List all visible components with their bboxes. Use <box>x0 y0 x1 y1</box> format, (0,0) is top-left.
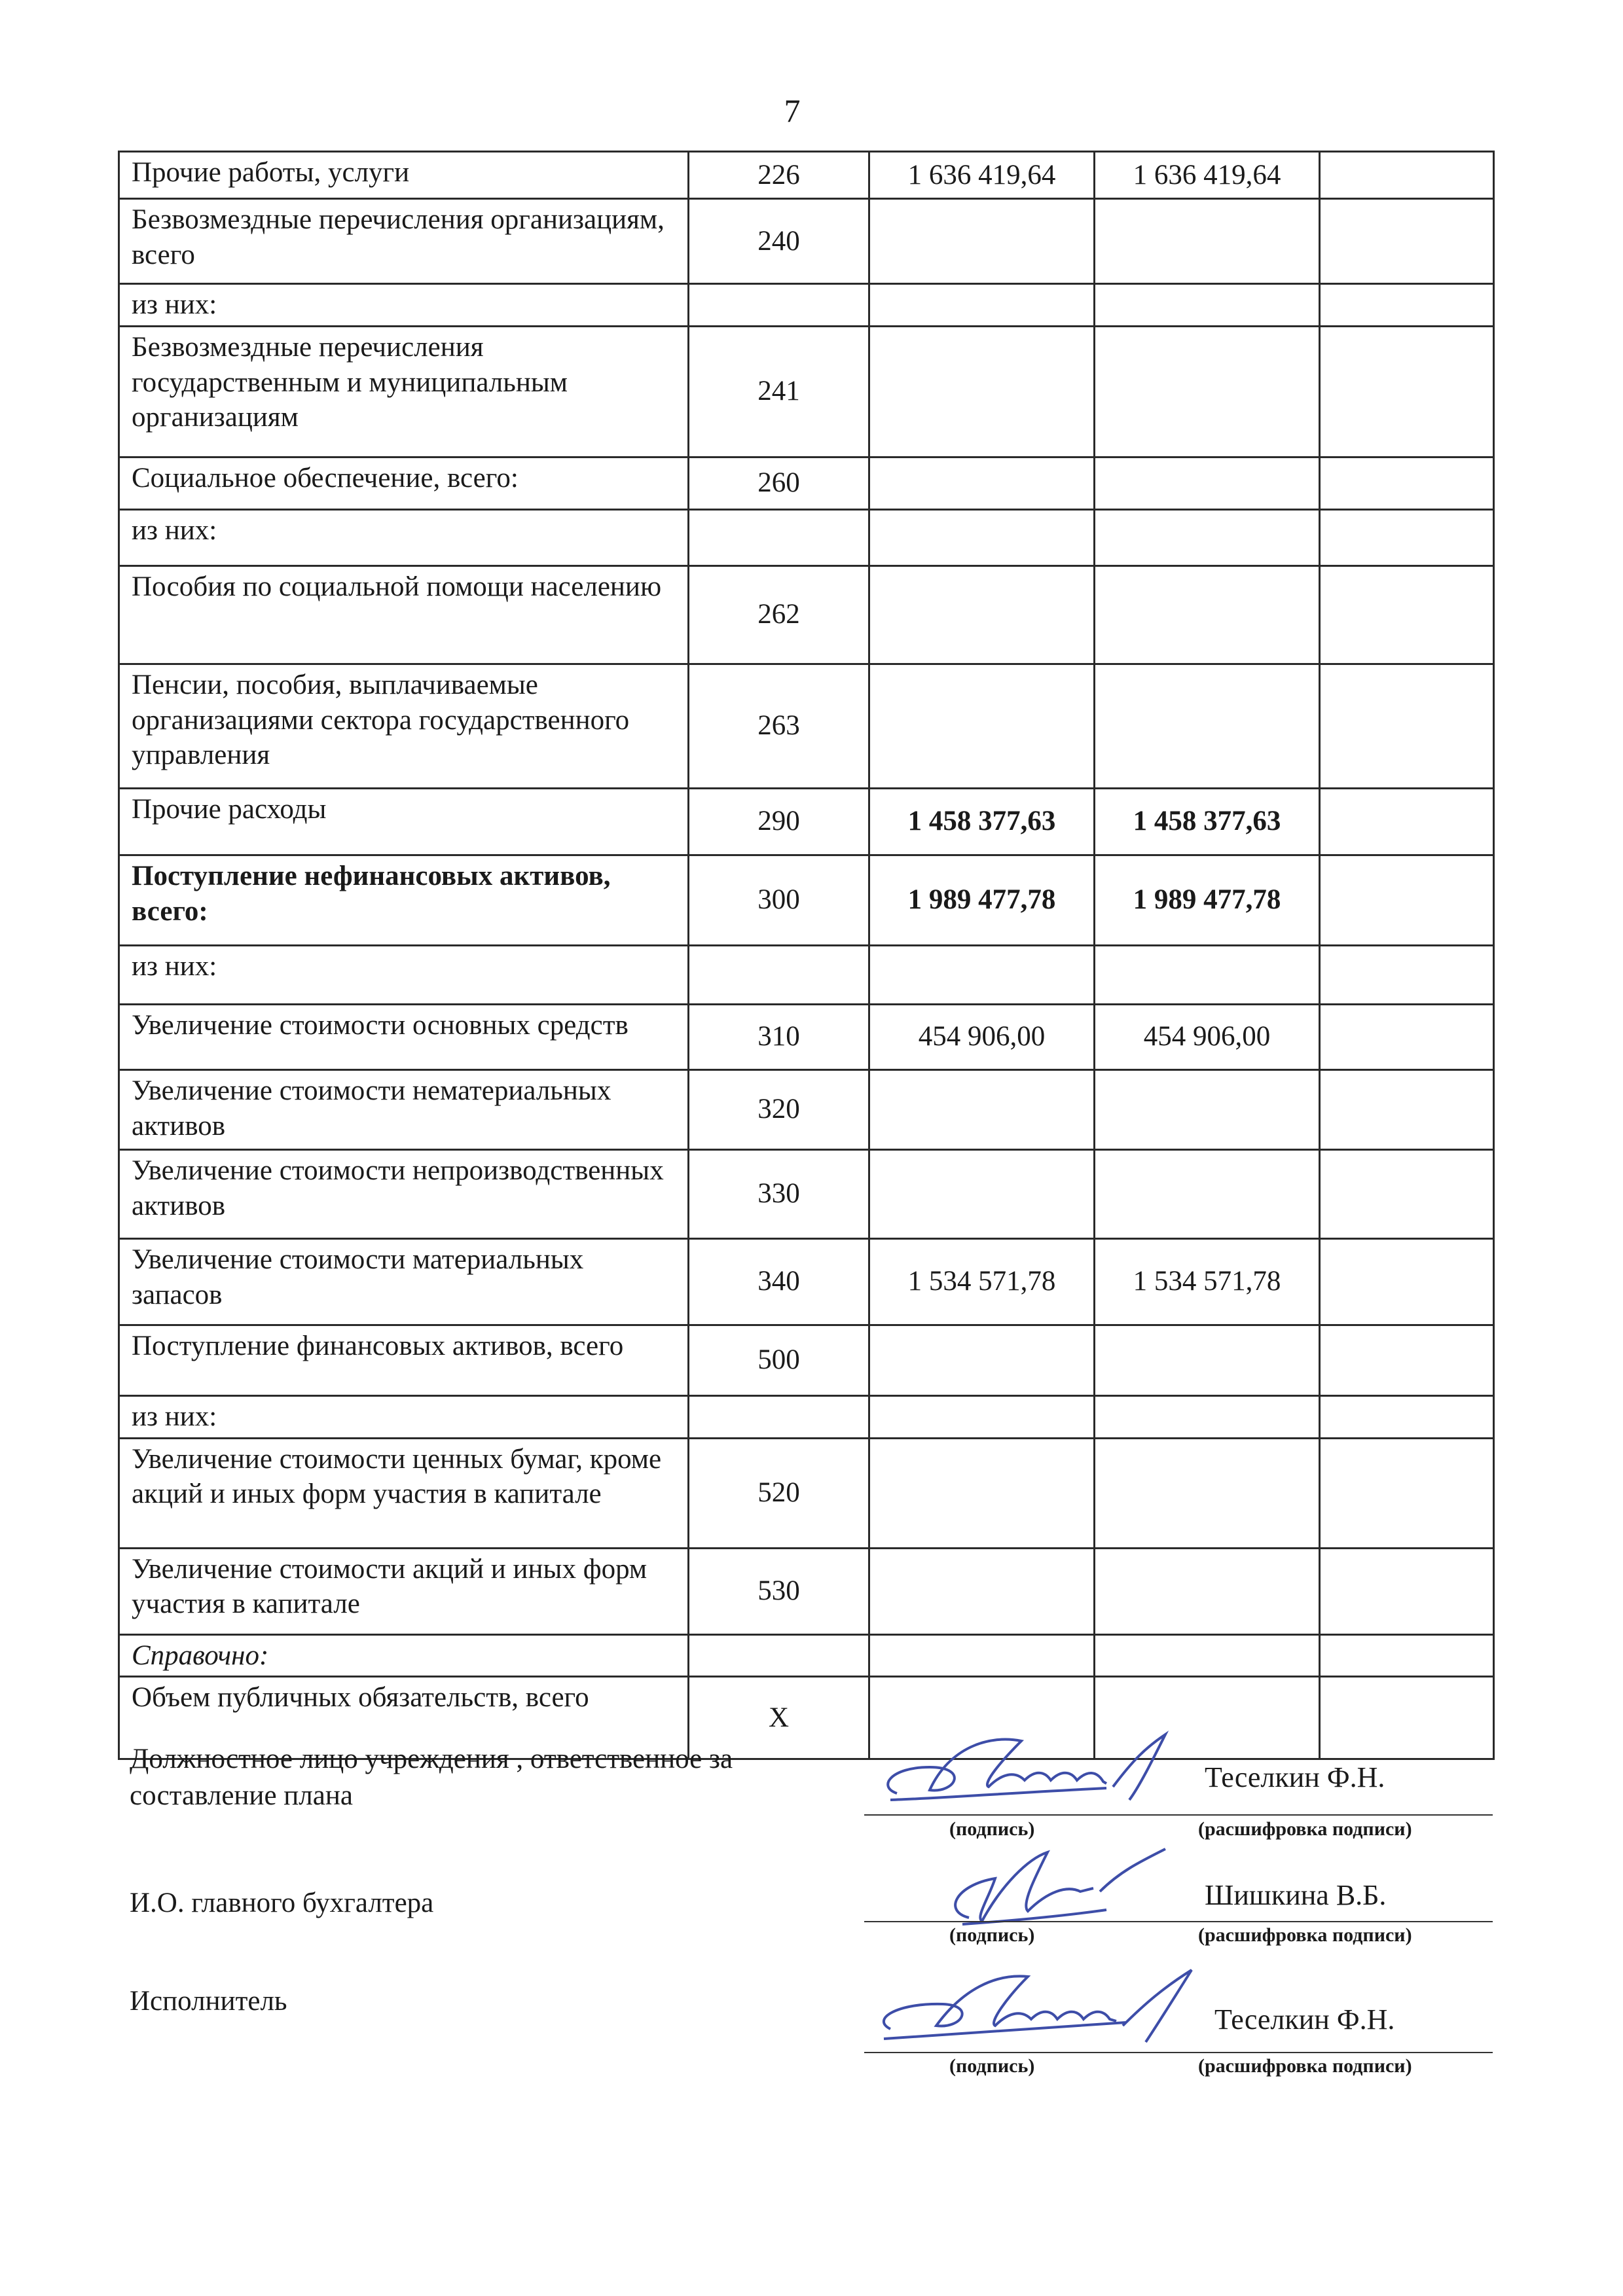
responsible-label: Должностное лицо учреждения , ответственное за составление плана <box>130 1744 733 1811</box>
row-value-plan <box>869 509 1095 565</box>
row-value-budget <box>1095 1634 1320 1677</box>
row-value-plan <box>869 1149 1095 1238</box>
row-value-plan <box>869 664 1095 788</box>
sign-caption: (подпись) <box>949 1924 1035 1946</box>
row-name: Увеличение стоимости материальных запасов <box>119 1238 689 1325</box>
row-name: из них: <box>119 945 689 1004</box>
row-value-plan: 1 534 571,78 <box>869 1238 1095 1325</box>
row-name: Поступление нефинансовых активов, всего: <box>119 855 689 945</box>
signature-line <box>864 1814 1493 1816</box>
row-value-plan: 454 906,00 <box>869 1004 1095 1069</box>
table-row <box>119 284 1494 327</box>
row-name: Безвозмездные перечисления организациям, всего <box>119 199 689 284</box>
row-code: 500 <box>689 1325 869 1395</box>
row-value-budget <box>1095 945 1320 1004</box>
row-code: 263 <box>689 664 869 788</box>
table-row <box>119 1004 1494 1069</box>
row-value-extra <box>1320 855 1494 945</box>
row-name: из них: <box>119 1395 689 1438</box>
row-code: 262 <box>689 565 869 664</box>
row-value-plan <box>869 945 1095 1004</box>
row-value-budget <box>1095 199 1320 284</box>
table-row <box>119 509 1494 565</box>
row-name: Пенсии, пособия, выплачиваемые организациями сектора государственного управления <box>119 664 689 788</box>
row-code: 330 <box>689 1149 869 1238</box>
table-row <box>119 945 1494 1004</box>
row-value-extra <box>1320 284 1494 327</box>
table-row <box>119 1069 1494 1149</box>
table-row <box>119 1438 1494 1548</box>
row-value-budget <box>1095 565 1320 664</box>
row-code: 310 <box>689 1004 869 1069</box>
row-value-extra <box>1320 1238 1494 1325</box>
row-value-plan <box>869 1395 1095 1438</box>
row-name: Пособия по социальной помощи населению <box>119 565 689 664</box>
handwritten-signature-icon <box>871 1721 1185 1820</box>
table-row <box>119 1149 1494 1238</box>
signature-line <box>864 1921 1493 1922</box>
row-name: Увеличение стоимости акций и иных форм участия в капитале <box>119 1548 689 1634</box>
table-row <box>119 1325 1494 1395</box>
row-value-budget <box>1095 1438 1320 1548</box>
row-value-plan <box>869 1548 1095 1634</box>
decode-caption: (расшифровка подписи) <box>1198 1818 1412 1840</box>
row-value-plan <box>869 1069 1095 1149</box>
row-name: Объем публичных обязательств, всего <box>119 1677 689 1759</box>
row-name: Безвозмездные перечисления государственным и муниципальным организациям <box>119 326 689 457</box>
row-code: X <box>689 1677 869 1759</box>
row-code: 241 <box>689 326 869 457</box>
row-name: Справочно: <box>119 1634 689 1677</box>
row-name: Увеличение стоимости ценных бумаг, кроме акций и иных форм участия в капитале <box>119 1438 689 1548</box>
row-name: Увеличение стоимости непроизводственных активов <box>119 1149 689 1238</box>
row-code: 340 <box>689 1238 869 1325</box>
row-value-budget: 1 458 377,63 <box>1095 788 1320 855</box>
row-value-extra <box>1320 1634 1494 1677</box>
row-name: Прочие работы, услуги <box>119 152 689 199</box>
row-value-budget <box>1095 509 1320 565</box>
row-name: Прочие расходы <box>119 788 689 855</box>
row-value-budget <box>1095 664 1320 788</box>
row-value-budget <box>1095 1395 1320 1438</box>
row-code: 260 <box>689 457 869 509</box>
table-row <box>119 1238 1494 1325</box>
row-name: Поступление финансовых активов, всего <box>119 1325 689 1395</box>
executor-name: Теселкин Ф.Н. <box>1214 2003 1395 2036</box>
row-code <box>689 945 869 1004</box>
row-value-extra <box>1320 1325 1494 1395</box>
row-code: 240 <box>689 199 869 284</box>
row-value-budget <box>1095 1548 1320 1634</box>
row-value-budget <box>1095 1149 1320 1238</box>
row-value-plan <box>869 457 1095 509</box>
table-row <box>119 1634 1494 1677</box>
row-code <box>689 509 869 565</box>
row-value-plan <box>869 565 1095 664</box>
row-value-extra <box>1320 326 1494 457</box>
row-code <box>689 1634 869 1677</box>
table-row <box>119 788 1494 855</box>
handwritten-signature-icon <box>871 1957 1211 2062</box>
row-name: Увеличение стоимости основных средств <box>119 1004 689 1069</box>
row-value-extra <box>1320 788 1494 855</box>
row-value-budget <box>1095 1325 1320 1395</box>
row-value-extra <box>1320 1149 1494 1238</box>
row-name: из них: <box>119 509 689 565</box>
row-value-budget <box>1095 326 1320 457</box>
row-name: Социальное обеспечение, всего: <box>119 457 689 509</box>
sign-caption: (подпись) <box>949 1818 1035 1840</box>
row-value-extra <box>1320 1548 1494 1634</box>
table-row <box>119 199 1494 284</box>
accountant-label: И.О. главного бухгалтера <box>130 1888 434 1918</box>
row-value-extra <box>1320 1677 1494 1759</box>
row-value-extra <box>1320 1438 1494 1548</box>
table-row <box>119 457 1494 509</box>
row-value-plan <box>869 1438 1095 1548</box>
row-value-plan <box>869 284 1095 327</box>
table-row <box>119 664 1494 788</box>
signature-line <box>864 2052 1493 2053</box>
executor-label: Исполнитель <box>130 1986 287 2017</box>
responsible-name: Теселкин Ф.Н. <box>1205 1761 1385 1793</box>
row-value-extra <box>1320 509 1494 565</box>
row-code: 300 <box>689 855 869 945</box>
row-value-plan <box>869 1634 1095 1677</box>
row-value-extra <box>1320 1395 1494 1438</box>
row-code <box>689 284 869 327</box>
row-name: из них: <box>119 284 689 327</box>
accountant-name: Шишкина В.Б. <box>1205 1879 1387 1911</box>
table-row <box>119 326 1494 457</box>
row-value-plan: 1 636 419,64 <box>869 152 1095 199</box>
table-row <box>119 855 1494 945</box>
row-value-plan <box>869 199 1095 284</box>
row-value-budget <box>1095 284 1320 327</box>
row-value-plan: 1 989 477,78 <box>869 855 1095 945</box>
row-value-extra <box>1320 199 1494 284</box>
row-value-budget <box>1095 1069 1320 1149</box>
row-code: 320 <box>689 1069 869 1149</box>
row-value-plan: 1 458 377,63 <box>869 788 1095 855</box>
decode-caption: (расшифровка подписи) <box>1198 1924 1412 1946</box>
row-code: 530 <box>689 1548 869 1634</box>
row-value-extra <box>1320 664 1494 788</box>
row-value-budget: 1 636 419,64 <box>1095 152 1320 199</box>
row-value-extra <box>1320 565 1494 664</box>
row-value-extra <box>1320 945 1494 1004</box>
row-value-budget <box>1095 457 1320 509</box>
row-value-plan <box>869 1325 1095 1395</box>
row-value-budget: 1 534 571,78 <box>1095 1238 1320 1325</box>
row-value-extra <box>1320 457 1494 509</box>
financial-plan-table <box>118 151 1495 1760</box>
sign-caption: (подпись) <box>949 2055 1035 2077</box>
row-code <box>689 1395 869 1438</box>
row-name: Увеличение стоимости нематериальных активов <box>119 1069 689 1149</box>
table-row <box>119 1548 1494 1634</box>
row-value-extra <box>1320 1004 1494 1069</box>
row-value-plan <box>869 326 1095 457</box>
row-value-extra <box>1320 1069 1494 1149</box>
row-code: 226 <box>689 152 869 199</box>
handwritten-signature-icon <box>930 1839 1178 1937</box>
row-code: 520 <box>689 1438 869 1548</box>
table-row <box>119 1395 1494 1438</box>
row-value-budget: 454 906,00 <box>1095 1004 1320 1069</box>
table-row <box>119 565 1494 664</box>
decode-caption: (расшифровка подписи) <box>1198 2055 1412 2077</box>
row-code: 290 <box>689 788 869 855</box>
row-value-budget: 1 989 477,78 <box>1095 855 1320 945</box>
row-value-extra <box>1320 152 1494 199</box>
table-row <box>119 152 1494 199</box>
page-number: 7 <box>784 92 801 129</box>
